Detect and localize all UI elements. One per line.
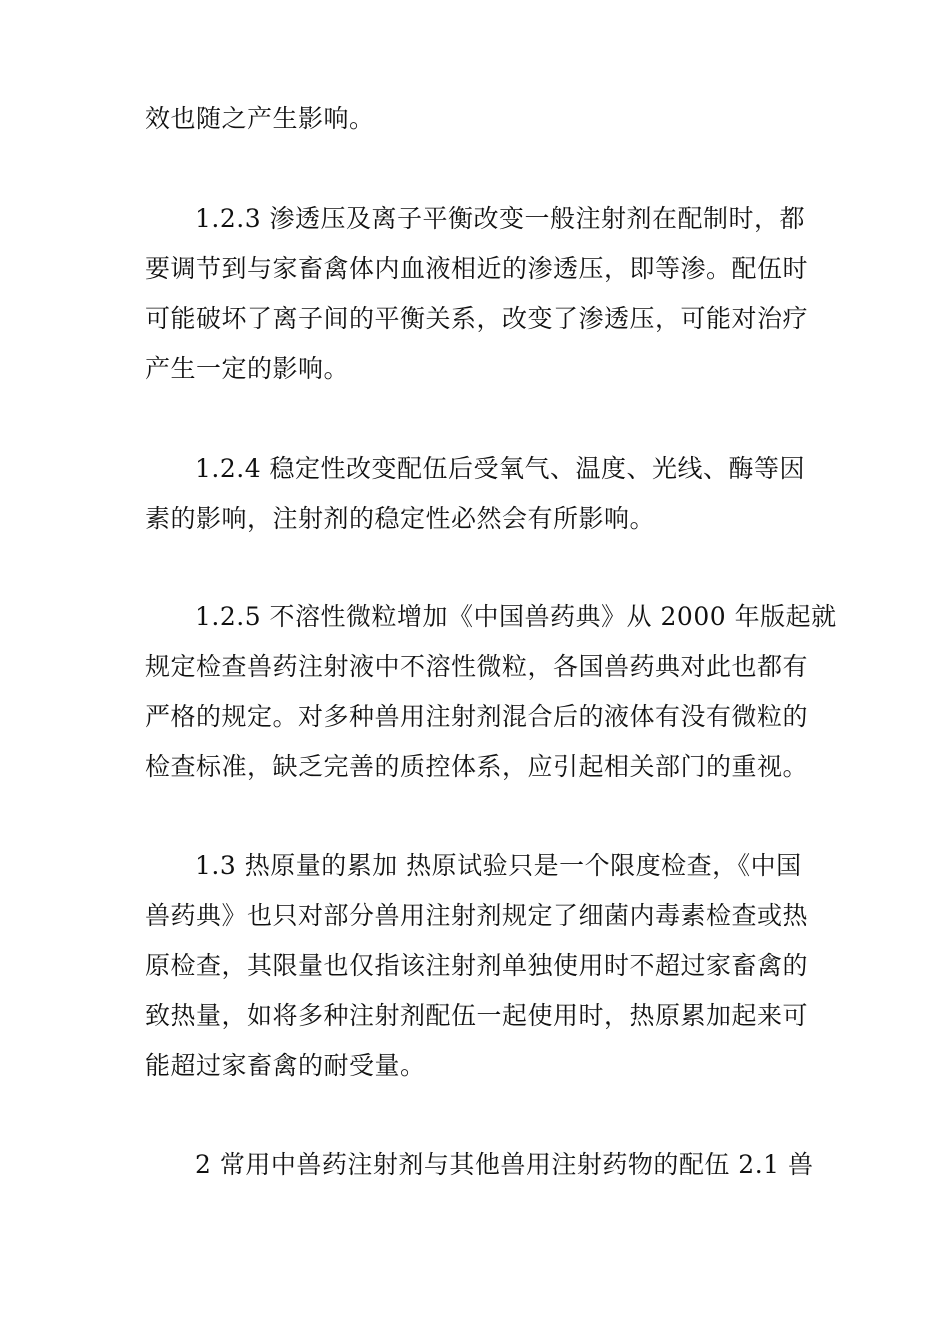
text-line: 素的影响，注射剂的稳定性必然会有所影响。	[145, 504, 656, 533]
text-line: 规定检查兽药注射液中不溶性微粒，各国兽药典对此也都有	[145, 652, 809, 681]
text-line: 产生一定的影响。	[145, 354, 350, 383]
paragraph-1-3	[145, 841, 810, 1091]
paragraph-1-2-4	[145, 444, 810, 544]
text-line: 2 常用中兽药注射剂与其他兽用注射药物的配伍 2.1 兽	[195, 1150, 814, 1179]
text-line: 致热量，如将多种注射剂配伍一起使用时，热原累加起来可	[145, 1001, 809, 1030]
text-line: 效也随之产生影响。	[145, 104, 375, 133]
text-line: 兽药典》也只对部分兽用注射剂规定了细菌内毒素检查或热	[145, 901, 809, 930]
text-line: 可能破坏了离子间的平衡关系，改变了渗透压，可能对治疗	[145, 304, 809, 333]
paragraph-1-2-3	[145, 194, 810, 394]
text-line: 严格的规定。对多种兽用注射剂混合后的液体有没有微粒的	[145, 702, 809, 731]
text-line: 1.2.4 稳定性改变配伍后受氧气、温度、光线、酶等因	[195, 454, 806, 483]
text-line: 1.2.5 不溶性微粒增加《中国兽药典》从 2000 年版起就	[195, 602, 837, 631]
text-line: 原检查，其限量也仅指该注射剂单独使用时不超过家畜禽的	[145, 951, 809, 980]
text-line: 检查标准，缺乏完善的质控体系，应引起相关部门的重视。	[145, 752, 809, 781]
text-line: 1.2.3 渗透压及离子平衡改变一般注射剂在配制时，都	[195, 204, 806, 233]
paragraph-1-2-5	[145, 592, 837, 792]
text-line: 1.3 热原量的累加 热原试验只是一个限度检查，《中国	[195, 851, 802, 880]
text-line: 要调节到与家畜禽体内血液相近的渗透压，即等渗。配伍时	[145, 254, 809, 283]
paragraph-continuation	[145, 94, 810, 144]
text-line: 能超过家畜禽的耐受量。	[145, 1051, 426, 1080]
paragraph-section-2	[145, 1140, 814, 1190]
